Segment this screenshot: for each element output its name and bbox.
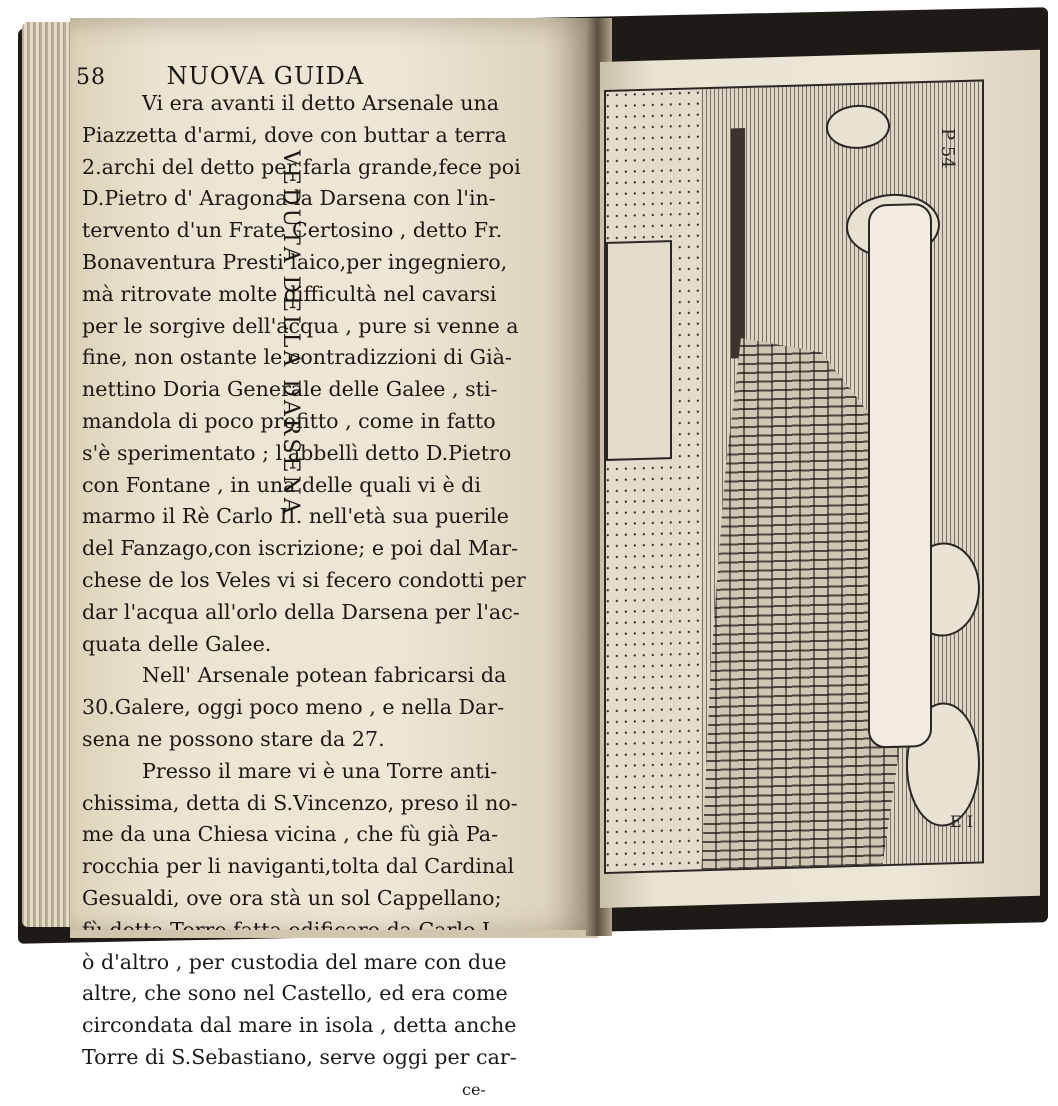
page-number: 58: [76, 65, 106, 90]
text-line: altre, che sono nel Castello, ed era come: [82, 981, 508, 1006]
text-line: quata delle Galee.: [82, 631, 272, 656]
page-bottom-edge: [70, 930, 598, 938]
text-line: tervento d'un Frate Certosino , detto Fr.: [82, 218, 503, 243]
text-line: mà ritrovate molte difficultà nel cavarsi: [82, 281, 497, 306]
text-line: ce-: [462, 1079, 486, 1099]
text-line: Vi era avanti il detto Arsenale una: [142, 91, 500, 115]
banner-title: VEDUTA DELLA DARSENA: [278, 150, 303, 517]
running-head-title: NUOVA GUIDA: [166, 62, 365, 90]
text-line: per le sorgive dell'acqua , pure si venne a: [82, 313, 519, 338]
text-line: Piazzetta d'armi, dove con buttar a terra: [82, 122, 507, 147]
engraving-cloud: [826, 104, 890, 150]
engraving-sea: [606, 89, 701, 872]
running-head: [76, 62, 364, 90]
text-line: fine, non ostante le contradizzioni di Già-: [82, 345, 512, 370]
text-line: nettino Doria Generale delle Galee , sti-: [82, 377, 498, 402]
corner-mark: E I: [950, 812, 974, 831]
text-line: del Fanzago,con iscrizione; e poi dal Mar-: [82, 536, 519, 561]
text-line: s'è sperimentato ; l'abbellì detto D.Pietro: [82, 440, 512, 465]
text-line: Nell' Arsenale potean fabricarsi da: [142, 663, 507, 688]
text-line: ò d'altro , per custodia del mare con due: [82, 949, 507, 974]
text-line: con Fontane , in una delle quali vi è di: [82, 472, 481, 497]
text-line: mandola di poco profitto , come in fatto: [82, 408, 496, 433]
text-line: sena ne possono stare da 27.: [82, 726, 385, 751]
engraving-plaque: [606, 240, 672, 461]
text-line: rocchia per li naviganti,tolta dal Cardinal: [82, 854, 515, 879]
text-line: dar l'acqua all'orlo della Darsena per l'ac-: [82, 599, 520, 624]
body-text: [82, 88, 582, 1106]
engraving-tower: [731, 128, 745, 358]
text-line: marmo il Rè Carlo II. nell'età sua puerile: [82, 504, 509, 529]
text-line: circondata dal mare in isola , detta anche: [82, 1013, 517, 1038]
text-line: Torre di S.Sebastiano, serve oggi per car-: [82, 1044, 517, 1069]
engraving-plate: [604, 79, 984, 874]
text-line: 30.Galere, oggi poco meno , e nella Dar-: [82, 695, 505, 720]
page-mark: P 54: [937, 128, 958, 169]
text-line: Presso il mare vi è una Torre anti-: [142, 758, 498, 783]
text-line: chissima, detta di S.Vincenzo, preso il no-: [82, 790, 518, 815]
text-line: me da una Chiesa vicina , che fù già Pa-: [82, 822, 499, 847]
engraving-banner: [868, 203, 932, 749]
text-line: Gesualdi, ove ora stà un sol Cappellano;: [82, 885, 502, 910]
text-line: D.Pietro d' Aragona la Darsena con l'in-: [82, 186, 496, 211]
text-line: chese de los Veles vi si fecero condotti per: [82, 567, 526, 592]
text-line: 2.archi del detto per farla grande,fece poi: [82, 154, 521, 179]
text-line: Bonaventura Presti laico,per ingegniero,: [82, 249, 508, 274]
